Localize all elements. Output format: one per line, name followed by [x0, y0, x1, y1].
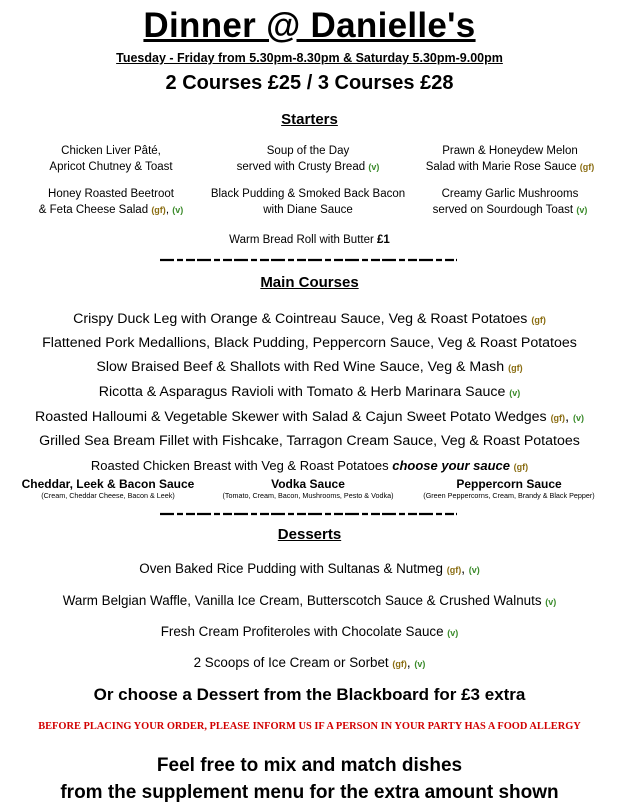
vegetarian-tag: (v)	[414, 659, 426, 669]
mains-heading: Main Courses	[260, 274, 359, 291]
starter-item: Creamy Garlic Mushrooms served on Sourdough Toast (v)	[432, 188, 588, 216]
starters-heading: Starters	[281, 111, 338, 128]
starter-item: Soup of the Day served with Crusty Bread (v)	[236, 145, 380, 173]
main-item: Roasted Halloumi & Vegetable Skewer with Salad & Cajun Sweet Potato Wedges (gf), (v)	[35, 409, 584, 425]
main-item: Crispy Duck Leg with Orange & Cointreau Sauce, Veg & Roast Potatoes (gf)	[73, 311, 546, 327]
sauce-description: (Cream, Cheddar Cheese, Bacon & Leek)	[41, 491, 175, 500]
choose-sauce-note: choose your sauce	[392, 458, 510, 473]
starter-item: Prawn & Honeydew Melon Salad with Marie Rose Sauce (gf)	[425, 145, 595, 173]
gluten-free-tag: (gf)	[151, 205, 166, 215]
vegetarian-tag: (v)	[368, 162, 380, 172]
blackboard-dessert-note: Or choose a Dessert from the Blackboard for £3 extra	[93, 685, 526, 704]
starter-item: Black Pudding & Smoked Back Bacon with Diane Sauce	[210, 188, 406, 216]
vegetarian-tag: (v)	[572, 413, 584, 423]
gluten-free-tag: (gf)	[446, 565, 462, 575]
mix-match-note-line2: from the supplement menu for the extra amount shown	[60, 782, 559, 803]
dessert-item: 2 Scoops of Ice Cream or Sorbet (gf), (v)	[193, 655, 426, 670]
sauce-name: Peppercorn Sauce	[456, 477, 562, 491]
allergy-warning: BEFORE PLACING YOUR ORDER, PLEASE INFORM US IF A PERSON IN YOUR PARTY HAS A FOOD ALLERGY	[38, 721, 581, 732]
sauce-option	[208, 477, 408, 501]
mix-match-note-line1: Feel free to mix and match dishes	[156, 755, 463, 776]
bread-roll-price: £1	[377, 234, 390, 246]
section-divider	[160, 511, 457, 517]
gluten-free-tag: (gf)	[550, 413, 566, 423]
main-item: Roasted Chicken Breast with Veg & Roast Potatoes choose your sauce (gf)	[90, 458, 529, 473]
sauce-name: Vodka Sauce	[271, 477, 345, 491]
starter-item: Chicken Liver Pâté, Apricot Chutney & Toast	[49, 145, 173, 173]
vegetarian-tag: (v)	[447, 628, 459, 638]
sauce-option	[409, 477, 609, 501]
dessert-item: Oven Baked Rice Pudding with Sultanas & Nutmeg (gf), (v)	[139, 561, 480, 576]
vegetarian-tag: (v)	[509, 388, 521, 398]
menu-title: Dinner @ Danielle's	[143, 6, 476, 45]
vegetarian-tag: (v)	[468, 565, 480, 575]
sauce-name: Cheddar, Leek & Bacon Sauce	[21, 477, 195, 491]
gluten-free-tag: (gf)	[513, 462, 529, 472]
bread-roll-item: Warm Bread Roll with Butter £1	[229, 234, 390, 246]
gluten-free-tag: (gf)	[392, 659, 407, 669]
main-item: Flattened Pork Medallions, Black Pudding, Peppercorn Sauce, Veg & Roast Potatoes	[42, 335, 577, 351]
main-item: Grilled Sea Bream Fillet with Fishcake, Tarragon Cream Sauce, Veg & Roast Potatoes	[39, 433, 580, 449]
course-prices: 2 Courses £25 / 3 Courses £28	[165, 72, 454, 94]
vegetarian-tag: (v)	[545, 597, 557, 607]
vegetarian-tag: (v)	[576, 205, 588, 215]
sauce-description: (Tomato, Cream, Bacon, Mushrooms, Pesto & Vodka)	[222, 491, 394, 500]
starter-item: Honey Roasted Beetroot & Feta Cheese Salad (gf), (v)	[38, 188, 184, 216]
main-item: Ricotta & Asparagus Ravioli with Tomato & Herb Marinara Sauce (v)	[98, 384, 521, 400]
opening-hours: Tuesday - Friday from 5.30pm-8.30pm & Saturday 5.30pm-9.00pm	[116, 51, 503, 65]
dessert-item: Fresh Cream Profiteroles with Chocolate Sauce (v)	[160, 624, 459, 639]
section-divider	[160, 257, 457, 263]
sauce-option	[8, 477, 208, 501]
dessert-item: Warm Belgian Waffle, Vanilla Ice Cream, Butterscotch Sauce & Crushed Walnuts (v)	[62, 593, 557, 608]
gluten-free-tag: (gf)	[508, 363, 523, 373]
sauce-description: (Green Peppercorns, Cream, Brandy & Black Pepper)	[423, 491, 595, 500]
desserts-heading: Desserts	[277, 526, 342, 543]
gluten-free-tag: (gf)	[579, 162, 595, 172]
gluten-free-tag: (gf)	[531, 315, 546, 325]
main-item: Slow Braised Beef & Shallots with Red Wine Sauce, Veg & Mash (gf)	[96, 359, 523, 375]
vegetarian-tag: (v)	[172, 205, 184, 215]
